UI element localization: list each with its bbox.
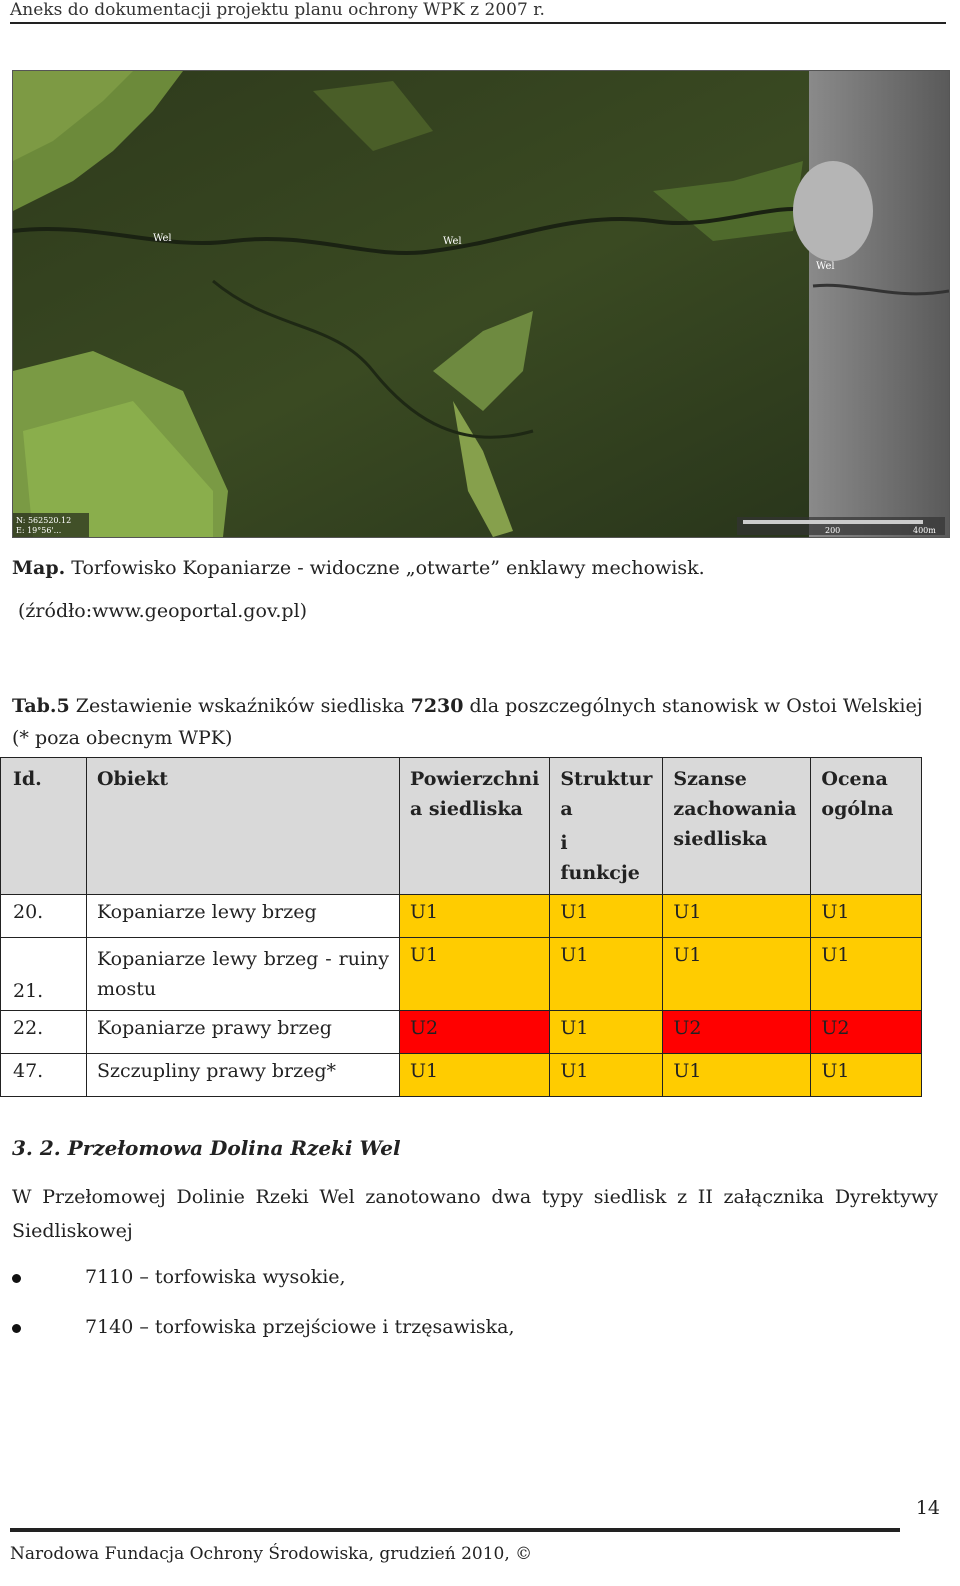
table-header-row: [1, 758, 922, 895]
row-id: 22.: [1, 1011, 87, 1054]
table-title-text: dla poszczególnych stanowisk w Ostoi Welskiej (* poza obecnym WPK): [12, 695, 923, 749]
bullet-icon: [12, 1274, 21, 1283]
row-value: U1: [550, 1054, 663, 1097]
row-object: Szczupliny prawy brzeg*: [87, 1054, 400, 1097]
table-row: [1, 938, 922, 1011]
map-scale-label: 400m: [913, 526, 936, 535]
caption-label: Map.: [12, 557, 66, 579]
header-rule: [10, 22, 946, 24]
col-area: Powierzchni a siedliska: [400, 758, 550, 895]
table-title-text: Zestawienie wskaźników siedliska: [69, 695, 411, 717]
row-value: U2: [663, 1011, 811, 1054]
page-header: Aneks do dokumentacji projektu planu ochrony WPK z 2007 r.: [10, 0, 545, 20]
section-heading: 3. 2. Przełomowa Dolina Rzeki Wel: [12, 1136, 401, 1160]
row-id: 47.: [1, 1054, 87, 1097]
aerial-map: [12, 70, 950, 538]
page-footer: Narodowa Fundacja Ochrony Środowiska, grudzień 2010, ©: [10, 1544, 533, 1564]
row-value: U1: [663, 1054, 811, 1097]
row-value: U1: [400, 1054, 550, 1097]
habitat-code: 7230: [410, 695, 464, 717]
caption-text: Torfowisko Kopaniarze - widoczne „otwarte” enklawy mechowisk.: [65, 557, 705, 579]
map-source: (źródło:www.geoportal.gov.pl): [18, 600, 308, 622]
habitat-table: [0, 757, 922, 1097]
table-row: [1, 895, 922, 938]
row-value: U1: [550, 938, 663, 1011]
row-value: U1: [550, 1011, 663, 1054]
row-object: Kopaniarze lewy brzeg - ruiny mostu: [87, 938, 400, 1011]
row-value: U1: [663, 938, 811, 1011]
footer-rule: [10, 1528, 900, 1532]
map-coordinate: N: 562520.12: [16, 516, 72, 525]
col-prospects: Szanse zachowania siedliska: [663, 758, 811, 895]
row-id: 20.: [1, 895, 87, 938]
list-item-text: 7140 – torfowiska przejściowe i trzęsawiska,: [85, 1316, 515, 1338]
page-number: 14: [915, 1497, 940, 1519]
section-paragraph: W Przełomowej Dolinie Rzeki Wel zanotowano dwa typy siedlisk z II załącznika Dyrektywy Siedliskowej: [12, 1186, 938, 1242]
col-structure: Struktur a i funkcje: [550, 758, 663, 895]
row-object: Kopaniarze lewy brzeg: [87, 895, 400, 938]
row-value: U2: [811, 1011, 922, 1054]
map-caption: [12, 557, 705, 579]
col-object: Obiekt: [87, 758, 400, 895]
map-scale-label: 200: [825, 526, 841, 535]
row-value: U1: [400, 895, 550, 938]
bullet-icon: [12, 1324, 21, 1333]
row-value: U1: [400, 938, 550, 1011]
row-value: U1: [663, 895, 811, 938]
row-value: U1: [811, 938, 922, 1011]
row-value: U1: [811, 895, 922, 938]
row-value: U1: [550, 895, 663, 938]
table-row: [1, 1054, 922, 1097]
map-label-wel: Wel: [816, 261, 835, 272]
col-overall: Ocena ogólna: [811, 758, 922, 895]
col-id: Id.: [1, 758, 87, 895]
table-row: [1, 1011, 922, 1054]
list-item-text: 7110 – torfowiska wysokie,: [85, 1266, 346, 1288]
table-title-label: Tab.5: [12, 695, 70, 717]
table-title: [12, 690, 942, 754]
row-value: U1: [811, 1054, 922, 1097]
map-label-wel: Wel: [443, 236, 462, 247]
map-coordinate: E: 19°56'...: [16, 526, 62, 535]
map-label-wel: Wel: [153, 233, 172, 244]
row-object: Kopaniarze prawy brzeg: [87, 1011, 400, 1054]
row-id: 21.: [1, 938, 87, 1011]
row-value: U2: [400, 1011, 550, 1054]
